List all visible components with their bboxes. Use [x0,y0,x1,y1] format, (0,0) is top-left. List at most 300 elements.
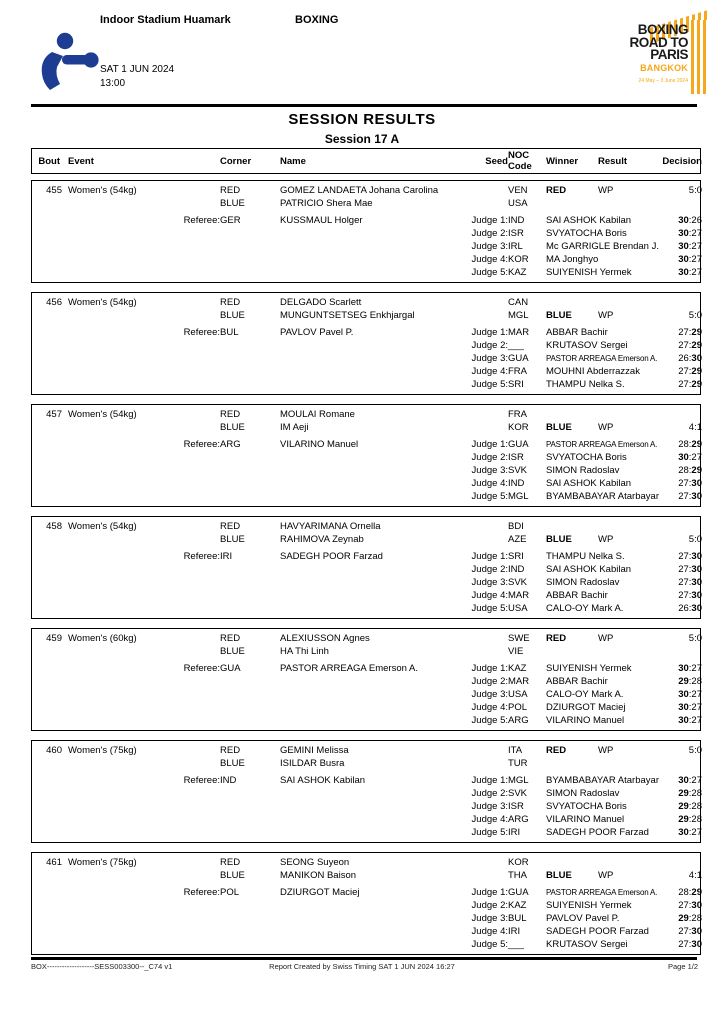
session-subtitle: Session 17 A [324,132,400,146]
judge-noc: IND [508,215,525,226]
judge-noc: SRI [508,379,524,390]
judge-label: Judge 4: [471,254,508,265]
col-bout: Bout [38,155,60,167]
referee-noc: POL [220,887,240,898]
result-value: WP [598,870,614,881]
judge-label: Judge 2: [471,564,508,575]
referee-noc [220,451,280,464]
judge-score: 30:27 [678,254,702,265]
judge-row-4 [32,253,700,266]
spacer [32,438,62,451]
spacer [32,688,62,701]
judge-score: 30:27 [678,775,702,786]
logo-date-range: 24 May – 3 June 2024 [638,78,688,84]
judge-noc: POL [508,702,528,713]
referee-name: KUSSMAUL Holger [280,215,363,226]
referee-name [280,576,464,589]
judge-row-2 [32,787,700,800]
event-label [62,197,220,210]
red-noc: KOR [508,857,529,868]
spacer [32,576,62,589]
event-label: Women's (75kg) [68,857,137,868]
judge-score: 30:27 [678,241,702,252]
event-label [62,645,220,658]
bout-number: 461 [46,857,62,868]
judge-score: 27:29 [678,379,702,390]
judge-name: CALO-OY Mark A. [546,689,624,700]
judge-noc: SVK [508,465,528,476]
referee-noc [220,266,280,279]
judge-label: Judge 4: [471,590,508,601]
judge-name: KRUTASOV Sergei [546,340,628,351]
winner-empty [546,757,598,770]
corner-row-red [32,184,700,197]
judge-score: 27:30 [678,564,702,575]
session-time: 13:00 [100,78,126,89]
referee-name: SAI ASHOK Kabilan [280,775,366,786]
winner-empty [546,645,598,658]
judge-row-5 [32,938,700,951]
spacer [32,365,62,378]
referee-name [280,714,464,727]
result-empty [598,296,652,309]
referee-label: Referee: [183,551,220,562]
bout-number [32,533,62,546]
referee-noc [220,240,280,253]
judge-label: Judge 1: [471,775,508,786]
judge-score: 27:30 [678,577,702,588]
judge-score: 29:28 [678,814,702,825]
judge-noc: ARG [508,715,529,726]
referee-noc [220,589,280,602]
referee-noc: ARG [220,439,241,450]
referee-label [62,701,220,714]
result-value: WP [598,745,614,756]
judge-row-2 [32,899,700,912]
red-boxer-name: ALEXIUSSON Agnes [280,633,370,644]
judge-label: Judge 5: [471,379,508,390]
judge-noc: MAR [508,590,530,601]
judge-label: Judge 4: [471,366,508,377]
corner-row-blue [32,869,700,882]
judge-name: SAI ASHOK Kabilan [546,215,632,226]
judge-name: SUIYENISH Yermek [546,900,632,911]
judge-noc: GUA [508,439,529,450]
judge-score: 27:29 [678,366,702,377]
judge-score: 30:27 [678,663,702,674]
spacer [32,214,62,227]
referee-name [280,675,464,688]
spacer [32,240,62,253]
judge-noc: ISR [508,801,524,812]
judge-label: Judge 3: [471,689,508,700]
spacer [32,602,62,615]
bout-number [32,645,62,658]
corner-row-blue [32,197,700,210]
referee-name [280,365,464,378]
judge-row-1 [32,326,700,339]
red-noc: FRA [508,409,527,420]
referee-label [62,714,220,727]
judge-noc: FRA [508,366,527,377]
judge-row-2 [32,675,700,688]
judge-name: SIMON Radoslav [546,577,620,588]
seed-value [464,408,508,421]
col-seed: Seed [485,155,508,167]
referee-noc: BUL [220,327,239,338]
winner-empty [546,520,598,533]
judge-noc: MAR [508,327,530,338]
judge-row-5 [32,714,700,727]
result-empty [598,757,652,770]
result-value: WP [598,422,614,433]
judge-row-4 [32,477,700,490]
judge-label: Judge 2: [471,788,508,799]
referee-noc [220,365,280,378]
referee-name [280,813,464,826]
judge-noc: KOR [508,254,529,265]
judge-label: Judge 2: [471,228,508,239]
judge-name: ABBAR Bachir [546,327,608,338]
logo-stripes-side [691,20,708,94]
judge-noc: MAR [508,676,530,687]
spacer [32,589,62,602]
referee-name [280,378,464,391]
spacer [32,701,62,714]
corner-red-label: RED [220,745,241,756]
referee-label: Referee: [183,663,220,674]
blue-noc: TUR [508,758,528,769]
judge-noc: ISR [508,452,524,463]
footer-doc-code: BOX-------------------SESS003300--_C74 v1 [31,962,173,971]
referee-label [62,563,220,576]
winner-empty [546,856,598,869]
referee-noc: GUA [220,663,241,674]
judge-name: SAI ASHOK Kabilan [546,478,632,489]
judge-score: 27:30 [678,478,702,489]
blue-boxer-name: PATRICIO Shera Mae [280,198,373,209]
referee-name: PAVLOV Pavel P. [280,327,354,338]
judge-label: Judge 1: [471,327,508,338]
judge-row-3 [32,464,700,477]
referee-label [62,826,220,839]
winner-value: BLUE [546,534,572,545]
event-label [62,421,220,434]
judge-row-1 [32,214,700,227]
judge-row-3 [32,912,700,925]
judge-noc: MGL [508,491,529,502]
seed-value [464,533,508,546]
judge-name: MA Jonghyo [546,254,599,265]
judge-name: SIMON Radoslav [546,788,620,799]
corner-red-label: RED [220,633,241,644]
event-label [62,533,220,546]
judge-noc: SRI [508,551,524,562]
bout-number [32,757,62,770]
judge-noc: BUL [508,913,527,924]
judge-name: BYAMBABAYAR Atarbayar [546,491,659,502]
judge-name: BYAMBABAYAR Atarbayar [546,775,659,786]
seed-value [464,520,508,533]
judge-row-4 [32,701,700,714]
judge-label: Judge 4: [471,478,508,489]
judge-score: 29:28 [678,788,702,799]
judge-name: PASTOR ARREAGA Emerson A. [546,888,658,897]
judge-score: 27:30 [678,491,702,502]
spacer [32,563,62,576]
judge-row-3 [32,576,700,589]
corner-red-label: RED [220,409,241,420]
referee-label [62,787,220,800]
judge-label: Judge 4: [471,702,508,713]
judge-noc: ISR [508,228,524,239]
judge-score: 28:29 [678,465,702,476]
referee-label [62,899,220,912]
winner-empty [546,408,598,421]
referee-label [62,253,220,266]
judge-noc: SVK [508,788,528,799]
spacer [32,813,62,826]
spacer [32,464,62,477]
bout-number: 455 [46,185,62,196]
judge-row-4 [32,813,700,826]
blue-noc: AZE [508,534,527,545]
event-label [62,869,220,882]
referee-label [62,675,220,688]
judge-row-2 [32,451,700,464]
referee-name: PASTOR ARREAGA Emerson A. [280,663,418,674]
bout-number: 460 [46,745,62,756]
referee-label: Referee: [183,775,220,786]
red-noc: VEN [508,185,528,196]
judge-label: Judge 3: [471,353,508,364]
event-label: Women's (54kg) [68,185,137,196]
referee-name [280,339,464,352]
judge-noc: KAZ [508,267,527,278]
referee-label [62,602,220,615]
blue-noc: KOR [508,422,529,433]
judge-score: 30:27 [678,228,702,239]
corner-row-red [32,296,700,309]
judge-name: THAMPU Nelka S. [546,379,625,390]
decision-value: 5:0 [688,534,702,545]
result-empty [598,197,652,210]
judge-score: 29:28 [678,676,702,687]
judge-name: THAMPU Nelka S. [546,551,625,562]
judge-name: PASTOR ARREAGA Emerson A. [546,354,658,363]
referee-noc [220,227,280,240]
spacer [32,912,62,925]
referee-noc: IRI [220,551,233,562]
referee-name: SADEGH POOR Farzad [280,551,383,562]
judge-name: PAVLOV Pavel P. [546,913,620,924]
col-event: Event [68,155,94,167]
decision-value: 5:0 [688,745,702,756]
bout-number [32,421,62,434]
referee-label: Referee: [183,215,220,226]
judge-label: Judge 3: [471,577,508,588]
bout-block-455 [31,180,701,283]
referee-name [280,266,464,279]
referee-name [280,240,464,253]
referee-name [280,826,464,839]
winner-empty [546,197,598,210]
blue-boxer-name: IM Aeji [280,422,309,433]
seed-value [464,856,508,869]
referee-label [62,378,220,391]
decision-value: 5:0 [688,185,702,196]
judge-label: Judge 3: [471,913,508,924]
corner-row-red [32,408,700,421]
col-decision: Decision [662,155,702,167]
judge-label: Judge 5: [471,715,508,726]
event-label: Women's (54kg) [68,409,137,420]
judge-name: MOUHNI Abderrazzak [546,366,640,377]
referee-name: VILARINO Manuel [280,439,359,450]
referee-label [62,266,220,279]
spacer [32,714,62,727]
judge-noc: GUA [508,887,529,898]
referee-label [62,477,220,490]
referee-label [62,813,220,826]
referee-noc [220,701,280,714]
referee-noc [220,352,280,365]
winner-value: RED [546,633,567,644]
referee-name [280,800,464,813]
judge-row-4 [32,365,700,378]
judge-row-1 [32,886,700,899]
judge-label: Judge 5: [471,939,508,950]
judge-row-4 [32,925,700,938]
referee-label [62,938,220,951]
judge-row-2 [32,339,700,352]
judge-label: Judge 2: [471,340,508,351]
referee-label [62,912,220,925]
seed-value [464,296,508,309]
referee-name [280,899,464,912]
spacer [32,550,62,563]
judge-score: 27:29 [678,340,702,351]
referee-label: Referee: [183,887,220,898]
blue-noc: VIE [508,646,524,657]
footer-rule [31,957,697,960]
blue-boxer-name: MANIKON Baison [280,870,357,881]
seed-value [464,197,508,210]
judge-score: 29:28 [678,801,702,812]
referee-name [280,912,464,925]
judge-row-2 [32,563,700,576]
result-value: WP [598,310,614,321]
logo-line-roadto: ROAD TO [629,34,688,50]
spacer [32,774,62,787]
corner-red-label: RED [220,521,241,532]
winner-value: RED [546,185,567,196]
red-noc: CAN [508,297,529,308]
judge-row-5 [32,378,700,391]
referee-label [62,451,220,464]
spacer [32,800,62,813]
referee-name [280,227,464,240]
corner-blue-label: BLUE [220,310,245,321]
result-value: WP [598,633,614,644]
judge-row-1 [32,774,700,787]
decision-empty [652,520,702,533]
referee-name [280,253,464,266]
judge-name: SUIYENISH Yermek [546,267,632,278]
judge-name: SAI ASHOK Kabilan [546,564,632,575]
spacer [32,339,62,352]
page-title: SESSION RESULTS [288,111,436,128]
judge-name: SADEGH POOR Farzad [546,827,649,838]
judge-score: 26:30 [678,603,702,614]
judge-score: 29:28 [678,913,702,924]
blue-boxer-name: ISILDAR Busra [280,758,345,769]
decision-empty [652,296,702,309]
event-label: Women's (75kg) [68,745,137,756]
judge-score: 27:30 [678,590,702,601]
judge-name: DZIURGOT Maciej [546,702,626,713]
seed-value [464,744,508,757]
judge-row-5 [32,826,700,839]
judge-name: SVYATOCHA Boris [546,801,627,812]
red-noc: BDI [508,521,524,532]
referee-noc [220,576,280,589]
referee-noc [220,253,280,266]
judge-row-3 [32,352,700,365]
referee-noc [220,464,280,477]
referee-name [280,352,464,365]
spacer [32,675,62,688]
result-empty [598,856,652,869]
referee-name [280,787,464,800]
judge-label: Judge 5: [471,603,508,614]
decision-value: 5:0 [688,633,702,644]
header-rule [31,104,697,107]
referee-noc [220,925,280,938]
bout-block-461 [31,852,701,955]
corner-blue-label: BLUE [220,646,245,657]
judge-label: Judge 3: [471,801,508,812]
judge-label: Judge 1: [471,663,508,674]
referee-label [62,925,220,938]
red-boxer-name: GEMINI Melissa [280,745,349,756]
judge-noc: IND [508,478,525,489]
referee-name [280,563,464,576]
corner-blue-label: BLUE [220,534,245,545]
decision-value: 4:1 [688,870,702,881]
corner-blue-label: BLUE [220,758,245,769]
col-noc-code: NOC Code [508,150,532,172]
corner-red-label: RED [220,857,241,868]
result-empty [598,408,652,421]
judge-label: Judge 1: [471,215,508,226]
corner-row-red [32,632,700,645]
corner-red-label: RED [220,297,241,308]
referee-name [280,464,464,477]
bout-block-459 [31,628,701,731]
judge-noc: ___ [508,340,524,351]
winner-value: BLUE [546,870,572,881]
result-empty [598,645,652,658]
referee-name [280,477,464,490]
blue-noc: THA [508,870,527,881]
referee-name [280,701,464,714]
spacer [32,352,62,365]
corner-blue-label: BLUE [220,870,245,881]
judge-score: 28:29 [678,439,702,450]
referee-noc [220,563,280,576]
judge-label: Judge 3: [471,465,508,476]
